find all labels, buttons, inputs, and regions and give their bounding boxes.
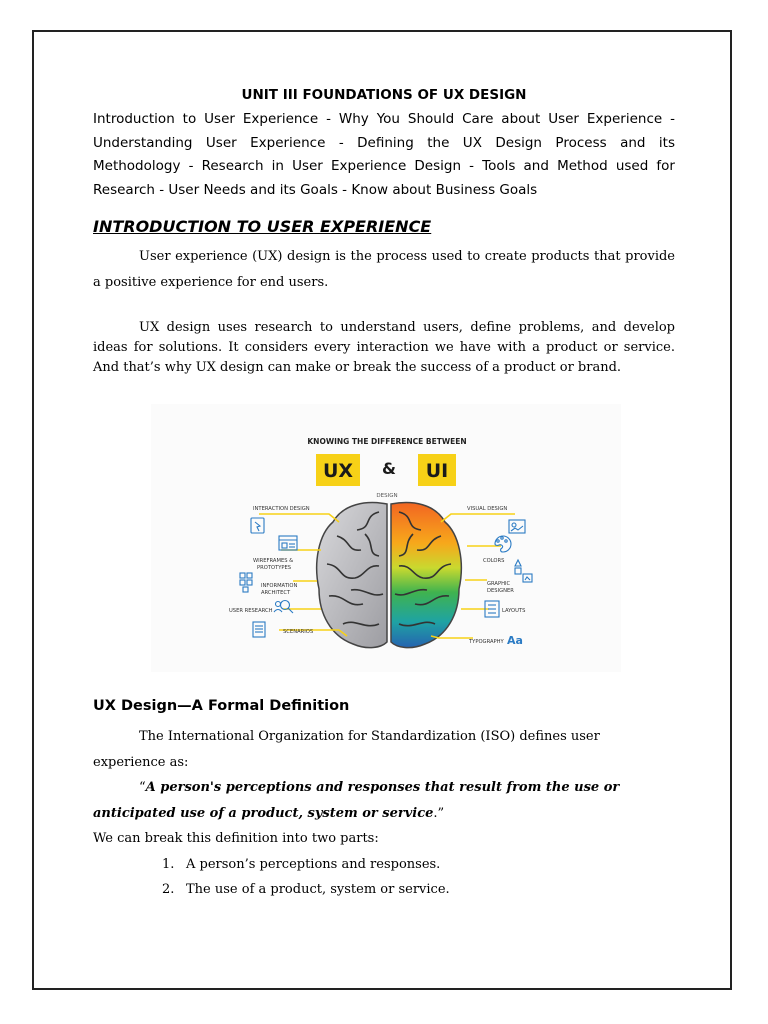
list-item-text: A person’s perceptions and responses. (186, 856, 441, 872)
definition-parts-list (93, 852, 675, 903)
label-scenarios: SCENARIOS (283, 629, 314, 635)
figure-header: KNOWING THE DIFFERENCE BETWEEN (307, 437, 467, 446)
label-information-1: INFORMATION (261, 583, 298, 589)
label-graphic-1: GRAPHIC (487, 581, 511, 587)
label-visual-design: VISUAL DESIGN (467, 506, 508, 512)
label-wireframes-2: PROTOTYPES (257, 565, 292, 571)
list-item-text: The use of a product, system or service. (186, 882, 450, 897)
information-architect-icon (240, 573, 252, 592)
label-interaction-design: INTERACTION DESIGN (253, 506, 310, 512)
ui-badge-text: UI (425, 460, 449, 482)
label-colors: COLORS (483, 558, 505, 564)
quote-open-mark: “ (139, 780, 146, 795)
label-typography: TYPOGRAPHY (469, 639, 504, 645)
label-user-research: USER RESEARCH (229, 608, 273, 614)
intro-paragraph-2: UX design uses research to understand users, define problems, and develop ideas for solutions. It considers every interaction we have with a product or service. And that’s why UX design can make or break the success of a product or brand. (93, 320, 675, 375)
right-brain-icon (391, 503, 461, 648)
ux-ui-infographic (151, 404, 621, 672)
ux-badge-text: UX (322, 460, 354, 482)
label-wireframes-1: WIREFRAMES & (253, 558, 294, 564)
intro-paragraph-1: User experience (UX) design is the process used to create products that provide a positive experience for end users. (93, 249, 675, 290)
list-item (93, 877, 675, 903)
user-research-icon (274, 601, 293, 614)
graphic-designer-icon (515, 560, 532, 582)
section-heading-introduction: INTRODUCTION TO USER EXPERIENCE (93, 217, 432, 236)
break-definition-text: We can break this definition into two parts: (93, 831, 379, 846)
interaction-design-icon (251, 518, 264, 533)
wireframes-icon (279, 536, 297, 550)
ampersand: & (382, 459, 396, 478)
visual-design-icon (509, 520, 525, 533)
definition-heading: UX Design—A Formal Definition (93, 698, 350, 714)
list-number: 2. (162, 882, 175, 897)
document-body (93, 82, 675, 903)
label-information-2: ARCHITECT (261, 590, 291, 596)
left-brain-icon (317, 503, 387, 648)
list-item (93, 852, 675, 878)
iso-quote (93, 775, 675, 826)
label-graphic-2: DESIGNER (487, 588, 514, 594)
design-label: DESIGN (376, 493, 398, 499)
quote-text: A person's perceptions and responses that result from the use or anticipated use of a product, system or service (93, 780, 620, 821)
unit-title: UNIT III FOUNDATIONS OF UX DESIGN (241, 87, 527, 103)
scenarios-icon (253, 622, 265, 637)
label-layouts: LAYOUTS (502, 608, 526, 614)
unit-summary: Introduction to User Experience - Why You Should Care about User Experience - Understanding User Experience - Defining the UX Design Process and its Methodology - Research in User Experience Design - Tools and Method used for Research - User Needs and its Goals - Know about Business Goals (93, 111, 675, 198)
colors-palette-icon (495, 536, 511, 552)
definition-paragraph: The International Organization for Standardization (ISO) defines user experience as: (93, 729, 600, 770)
list-number: 1. (162, 856, 175, 872)
quote-close-mark: .” (433, 805, 445, 821)
typography-aa-icon: Aa (507, 634, 523, 647)
ux-ui-brain-figure (151, 404, 621, 672)
